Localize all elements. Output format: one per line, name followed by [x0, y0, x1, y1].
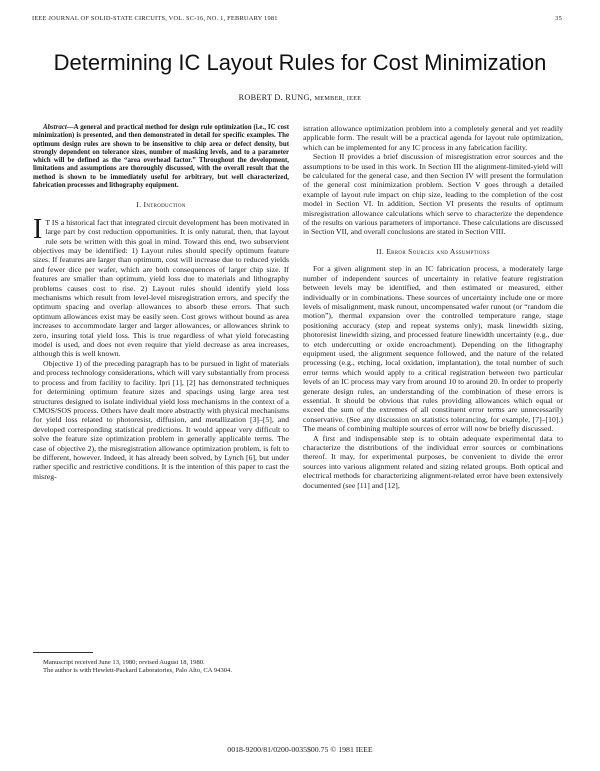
sec2-paragraph-2: A first and indispensable step is to obtain adequate experimental data to characterize the distributions of the individual error sources or combinations thereof. It may, for experimental purposes, be convenient to divide the error sources into various alignment related and sizing related groups. Both optical and electrical methods for characterizing alignment-related error have been extensively documented (see [11] and [12],	[303, 433, 563, 490]
copyright-footer: 0018-9200/81/0200-0035$00.75 © 1981 IEEE	[227, 745, 373, 754]
section-overview-paragraph: Section II provides a brief discussion of misregistration error sources and the assumptions to be used in this work. In Section III the alignment-limited-yield will be calculated for the general case, and then Section IV will present the formulation of the general cost minimization problem. Section V goes through a detailed example of layout rule impact on chip size, leading to the completion of the cost model in Section VI. In addition, Section VI presents the results of optimum misregistration allowance calculations which serve to characterize the dependence of the results on various parameters of importance. These calculations are discussed in Section VII, and overall conclusions are stated in Section VIII.	[303, 152, 563, 237]
page-number: 35	[555, 15, 562, 22]
sec2-paragraph-1: For a given alignment step in an IC fabrication process, a moderately large number of independent sources of uncertainty in relative feature registration between levels may be identified, and then estimated or measured, either individually or in combinations. These sources of uncertainty include one or more levels of misalignment, mask runout, uncompensated wafer runout (or “random die motion”), thermal expansion over the controlled temperature range, stage positioning accuracy (step and repeat systems only), mask linewidth sizing, photoresist linewidth sizing, and processed feature linewidth uncertainty (e.g., due to etch undercutting or oxide encroachment). Depending on the lithography equipment used, the alignment sequence followed, and the nature of the related processing (e.g., etching, local oxidation, implantation), the total number of such error terms which would apply to a critical registration between two particular levels of an IC process may vary from around 10 to around 20. In order to properly generate design rules, an understanding of the combination of these errors is essential. It should be obvious that rules providing allowances which equal or exceed the sum of the extremes of all constituent error terms are unnecessarily conservative. (See any discussion on statistics tolerancing, for example, [7]–[10].) The means of combining multiple sources of error will now be briefly discussed.	[303, 264, 563, 434]
footnote-rule	[33, 652, 93, 653]
intro-paragraph-1: I T IS a historical fact that integrated circuit development has been motivated in large part by cost reduction opportunities. It is only natural, then, that layout rule sets be written with this goal in mind. Toward this end, two subservient objectives may be identified: 1) Layout rules should specify optimum feature sizes. If features are larger than optimum, cost will increase due to reduced yields and fewer dice per wafer, which are both consequences of larger chip size. If features are smaller than optimum, yield loss due to materials and lithography problems causes cost to rise. 2) Layout rules should identify yield loss mechanisms which result from level-level misregistration errors, and specify the optimum spacing and overlap allowances to absorb these errors. That such optimum allowances exist may be easily seen. Cost grows without bound as area increases to accommodate larger and larger allowances, or allowances shrink to zero, insuring total yield loss. This is true regardless of what yield forecasting model is used, and does not even require that yield decrease as area increases, although this is well known.	[33, 213, 289, 359]
paper-title: Determining IC Layout Rules for Cost Minimization	[53, 50, 547, 75]
footnote-affiliation: The author is with Hewlett-Packard Laboratories, Palo Alto, CA 94304.	[43, 667, 232, 674]
footnote	[33, 659, 289, 675]
abstract-text: —A general and practical method for design rule optimization (i.e., IC cost minimization) is presented, and then demonstrated in detail for specific examples. The optimum design rules are shown to be insensitive to chip area or defect density, but strongly dependent on tolerance sizes, number of masking levels, and to a parameter which will be defined as the “area overhead factor.” Throughout the development, limitations and assumptions are thoroughly discussed, with the overall result that the method is shown to be immediately useful for arbitrary, but well characterized, fabrication processes and lithography equipment.	[33, 124, 289, 190]
abstract-label: Abstract	[43, 124, 67, 131]
author-name: ROBERT D. RUNG,	[238, 93, 313, 102]
footnote-received: Manuscript received June 13, 1980; revised August 18, 1980.	[43, 659, 205, 666]
section-heading-introduction: I. Introduction	[136, 200, 186, 210]
intro-paragraph-2: Objective 1) of the preceding paragraph has to be pursued in light of materials and process technology considerations, which will vary substantially from process to process and from facility to facility. Ipri [1], [2] has demonstrated techniques for determining optimum feature sizes and spacings using large area test structures designed to isolate individual yield loss mechanisms in the context of a CMOS/SOS process. Others have dealt more abstractly with physical mechanisms for yield loss related to photoresist, diffusion, and metallization [3]–[5], and developed corresponding statistical predictions. It would appear very difficult to solve the feature size optimization problem in generally applicable terms. The case of objective 2), the misregistration allowance optimization problem, is felt to be different, however. Indeed, it has already been solved, by Lynch [6], but under rather specific and restrictive conditions. It is the intention of this paper to cast the misreg-	[33, 358, 289, 481]
drop-cap: I	[33, 213, 43, 245]
right-column	[303, 124, 563, 490]
author-membership: MEMBER, IEEE	[314, 95, 362, 102]
running-header	[32, 15, 562, 27]
journal-citation: IEEE JOURNAL OF SOLID-STATE CIRCUITS, VOL. SC-16, NO. 1, FEBRUARY 1981	[32, 15, 278, 22]
abstract	[33, 124, 289, 190]
left-column	[33, 124, 289, 481]
section-heading-error-sources: II. Error Sources and Assumptions	[376, 246, 490, 256]
intro-continuation: istration allowance optimization problem into a completely general and yet readily applicable form. The result will be a practical agenda for layout rule optimization, which can be implemented for any IC process in any fabrication facility.	[303, 124, 563, 152]
author-line	[0, 93, 600, 102]
